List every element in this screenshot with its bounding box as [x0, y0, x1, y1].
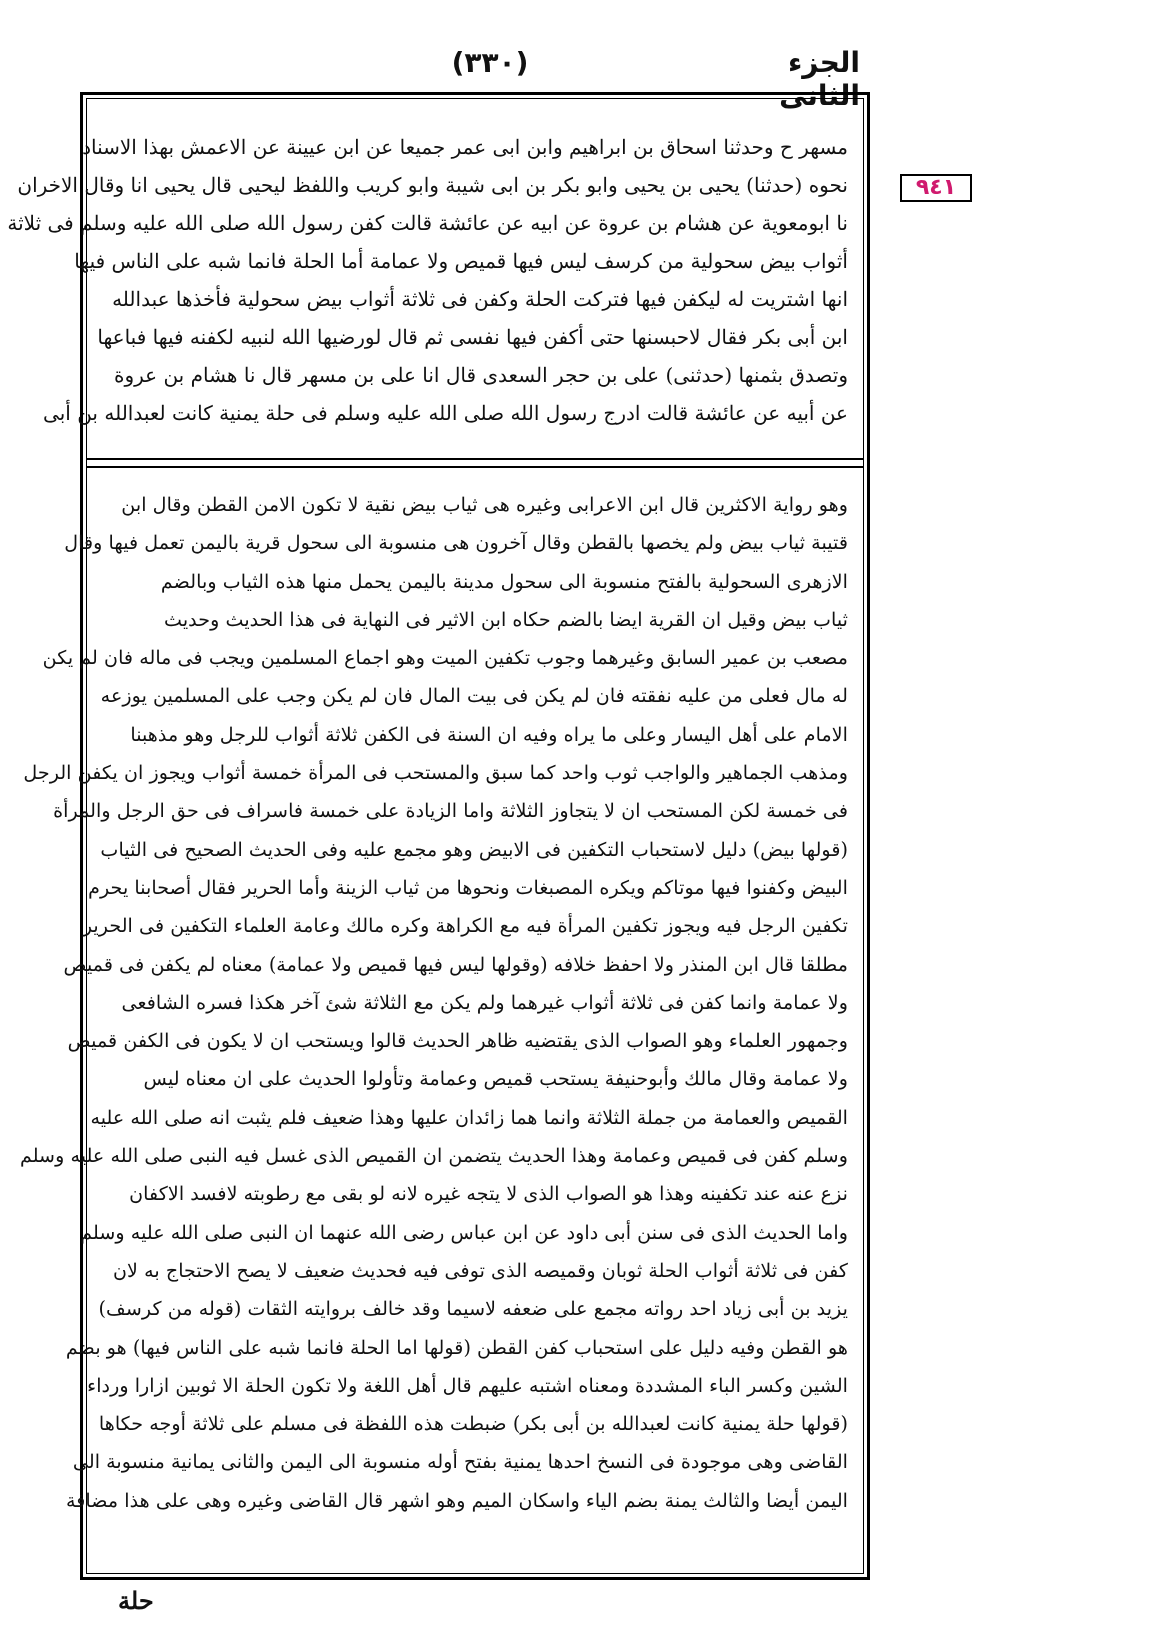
sharh-line: الازهرى السحولية بالفتح منسوبة الى سحول مدينة باليمن يحمل منها هذه الثياب وبالضم — [160, 569, 848, 593]
footer-catchword: حلة — [118, 1586, 154, 1615]
sharh-line: البيض وكفنوا فيها موتاكم ويكره المصبغات ونحوها من ثياب الزينة وأما الحرير فقال أصحابنا يحرم — [88, 875, 848, 899]
hadith-number-box: ٩٤١ — [900, 174, 972, 202]
sharh-line: له مال فعلى من عليه نفقته فان لم يكن فى بيت المال فان لم يكن وجب على المسلمين يوزعه — [100, 684, 848, 708]
sharh-line: الشين وكسر الباء المشددة ومعناه اشتبه عليهم قال أهل اللغة ولا تكون الحلة الا ثوبين ازارا ورداء — [87, 1373, 848, 1397]
sharh-line: وسلم كفن فى قميص وعمامة وهذا الحديث يتضمن ان القميص الذى غسل فيه النبى صلى الله عليه وسلم — [19, 1144, 848, 1168]
matn-line: مسهر ح وحدثنا اسحاق بن ابراهيم وابن ابى عمر جميعا عن ابن عيينة عن الاعمش بهذا الاسناد — [82, 135, 848, 159]
page-number: (٣٣٠) — [451, 46, 529, 79]
sharh-line: اليمن أيضا والثالث يمنة بضم الياء واسكان الميم وهو اشهر قال القاضى وغيره وهى على هذا مضافة — [65, 1488, 848, 1512]
matn-line: عن أبيه عن عائشة قالت ادرج رسول الله صلى الله عليه وسلم فى حلة يمنية كانت لعبدالله بن أبى — [43, 401, 848, 425]
matn-line: نا ابومعوية عن هشام بن عروة عن ابيه عن عائشة قالت كفن رسول الله صلى الله عليه وسلم فى ثلاثة — [7, 211, 848, 235]
sharh-line: فى خمسة لكن المستحب ان لا يتجاوز الثلاثة واما الزيادة على خمسة فاسراف فى حق الرجل والمرأة — [53, 799, 848, 823]
sharh-line: ثياب بيض وقيل ان القرية ايضا بالضم حكاه ابن الاثير فى النهاية فى هذا الحديث وحديث — [164, 607, 848, 631]
sharh-line: تكفين الرجل فيه ويجوز تكفين المرأة فيه مع الكراهة وكره مالك وعامة العلماء التكفين فى الحرير — [82, 914, 848, 938]
sharh-line: مطلقا قال ابن المنذر ولا احفظ خلافه (وقولها ليس فيها قميص ولا عمامة) معناه لم يكفن فى قميص — [63, 952, 848, 976]
sharh-commentary-block — [19, 486, 848, 1520]
sharh-line: وهو رواية الاكثرين قال ابن الاعرابى وغيره هى ثياب بيض نقية لا تكون الامن القطن وقال ابن — [121, 493, 848, 516]
sharh-line: مصعب بن عمير السابق وغيرهما وجوب تكفين الميت وهو اجماع المسلمين ويجب فى ماله فان لم يكن — [42, 646, 848, 670]
matn-line: أثواب بيض سحولية من كرسف ليس فيها قميص ولا عمامة أما الحلة فانما شبه على الناس فيها — [74, 249, 848, 273]
page-header-part: الجزء الثانى — [779, 46, 860, 112]
sharh-line: القميص والعمامة من جملة الثلاثة وانما هما زائدان عليها وهذا ضعيف فلم يثبت انه صلى الله عليه — [90, 1105, 848, 1129]
sharh-line: الامام على أهل اليسار وعلى ما يراه وفيه ان السنة فى الكفن ثلاثة أثواب للرجل وهو مذهبنا — [130, 722, 848, 746]
matn-line: انها اشتريت له ليكفن فيها فتركت الحلة وكفن فى ثلاثة أثواب بيض سحولية فأخذها عبدالله — [112, 287, 848, 311]
sharh-line: وجمهور العلماء وهو الصواب الذى يقتضيه ظاهر الحديث قالوا ويستحب ان لا يكون فى الكفن قميص — [67, 1029, 848, 1053]
section-divider-bottom — [86, 466, 864, 468]
sharh-line: (قولها حلة يمنية كانت لعبدالله بن أبى بكر) ضبطت هذه اللفظة فى مسلم على ثلاثة أوجه حكاها — [98, 1412, 848, 1436]
sharh-line: ولا عمامة وانما كفن فى ثلاثة أثواب غيرهما ولم يكن مع الثلاثة شئ آخر هكذا فسره الشافعى — [121, 990, 848, 1014]
sharh-line: يزيد بن أبى زياد احد رواته مجمع على ضعفه لاسيما وقد خالف بروايته الثقات (قوله من كرسف) — [98, 1297, 848, 1321]
sharh-line: (قولها بيض) دليل لاستحباب التكفين فى الابيض وهو مجمع عليه وفى الحديث الصحيح فى الثياب — [100, 837, 848, 861]
sharh-line: واما الحديث الذى فى سنن أبى داود عن ابن عباس رضى الله عنهما ان النبى صلى الله عليه وسلم — [80, 1220, 848, 1244]
sharh-line: نزع عنه عند تكفينه وهذا هو الصواب الذى لا يتجه غيره لانه لو بقى مع رطوبته لافسد الاكفان — [129, 1182, 848, 1206]
matn-line: نحوه (حدثنا) يحيى بن يحيى وابو بكر بن ابى شيبة وابو كريب واللفظ ليحيى قال يحيى انا وقال الاخران — [17, 173, 848, 197]
sharh-line: ومذهب الجماهير والواجب ثوب واحد كما سبق والمستحب فى المرأة خمسة أثواب ويجوز ان يكفن الرجل — [23, 761, 848, 785]
section-divider-top — [86, 458, 864, 460]
sharh-line: القاضى وهى موجودة فى النسخ احدها يمنية بفتح أوله منسوبة الى اليمن والثانى يمانية منسوبة الى — [72, 1450, 848, 1474]
matn-line: وتصدق بثمنها (حدثنى) على بن حجر السعدى قال انا على بن مسهر قال نا هشام بن عروة — [113, 363, 848, 387]
matn-line: ابن أبى بكر فقال لاحبسنها حتى أكفن فيها نفسى ثم قال لورضيها الله لنبيه لكفنه فيها فباعها — [97, 325, 848, 349]
sharh-line: قتيبة ثياب بيض ولم يخصها بالقطن وقال آخرون هى منسوبة الى سحول قرية باليمن تعمل فيها وقال — [64, 531, 848, 555]
sharh-line: هو القطن وفيه دليل على استحباب كفن القطن (قولها اما الحلة فانما شبه على الناس فيها) هو بضم — [65, 1335, 848, 1359]
matn-text-block — [7, 128, 848, 432]
sharh-line: كفن فى ثلاثة أثواب الحلة ثوبان وقميصه الذى توفى فيه فحديث ضعيف لا يصح الاحتجاج به لان — [112, 1258, 848, 1282]
sharh-line: ولا عمامة وقال مالك وأبوحنيفة يستحب قميص وعمامة وتأولوا الحديث على ان معناه ليس — [143, 1067, 848, 1091]
